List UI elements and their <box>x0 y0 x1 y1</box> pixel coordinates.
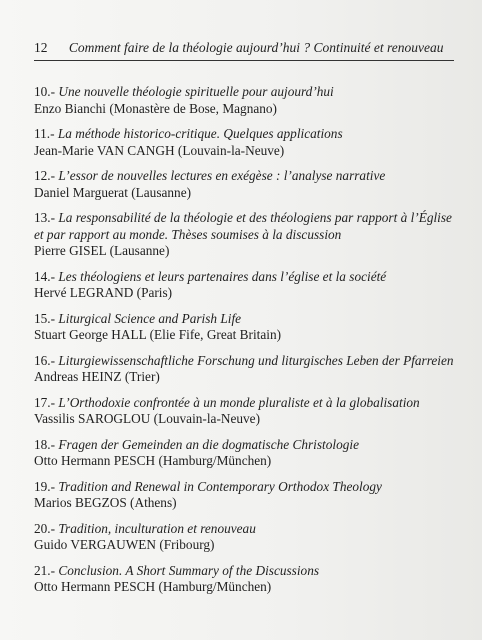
entry-title: Tradition, inculturation et renouveau <box>58 520 256 536</box>
entry-author: Andreas HEINZ (Trier) <box>34 369 160 384</box>
entry-author: Hervé LEGRAND (Paris) <box>34 285 173 300</box>
page-header <box>34 40 456 56</box>
entry-author: Otto Hermann PESCH (Hamburg/München) <box>34 579 272 594</box>
entry-author: Marios BEGZOS (Athens) <box>34 495 177 510</box>
contents-entry <box>34 126 454 159</box>
entry-title: Une nouvelle théologie spirituelle pour aujourd’hui <box>58 84 334 99</box>
entry-author: Stuart George HALL (Elie Fife, Great Britain) <box>34 327 282 342</box>
contents-entry <box>34 311 454 344</box>
entry-title: Conclusion. A Short Summary of the Discussions <box>58 562 320 578</box>
entry-number: 10.- <box>34 84 59 99</box>
entry-title: La responsabilité de la théologie et des théologiens par rapport à l’Église et par rapport au monde. Thèses soumises à la discussion <box>34 210 452 242</box>
page-number: 12 <box>34 40 48 55</box>
entry-number: 13.- <box>34 210 59 225</box>
entry-title: Fragen der Gemeinden an die dogmatische Christologie <box>58 436 359 452</box>
entry-author: Enzo Bianchi (Monastère de Bose, Magnano) <box>34 100 277 116</box>
entry-title: Tradition and Renewal in Contemporary Orthodox Theology <box>58 478 382 494</box>
entry-title: L’essor de nouvelles lectures en exégèse : l’analyse narrative <box>58 168 386 183</box>
entry-author: Daniel Marguerat (Lausanne) <box>34 184 192 200</box>
contents-entry <box>34 563 454 596</box>
entry-number: 20.- <box>34 520 59 536</box>
contents-entry <box>34 168 454 201</box>
entry-number: 15.- <box>34 310 59 326</box>
entry-author: Otto Hermann PESCH (Hamburg/München) <box>34 453 272 468</box>
entry-number: 14.- <box>34 268 59 284</box>
contents-entry <box>34 395 454 428</box>
contents-entry <box>34 210 454 260</box>
entry-number: 16.- <box>34 352 59 368</box>
entry-title: L’Orthodoxie confrontée à un monde pluraliste et à la globalisation <box>58 394 420 410</box>
entry-number: 19.- <box>34 478 59 494</box>
entry-author: Vassilis SAROGLOU (Louvain-la-Neuve) <box>34 411 261 426</box>
contents-entry <box>34 353 454 386</box>
entry-number: 18.- <box>34 436 59 452</box>
contents-entry <box>34 479 454 512</box>
entry-title: Les théologiens et leurs partenaires dans l’église et la société <box>58 268 387 284</box>
entry-title: Liturgiewissenschaftliche Forschung und liturgisches Leben der Pfarreien <box>58 352 454 368</box>
entry-number: 17.- <box>34 394 59 410</box>
entry-number: 11.- <box>34 126 58 141</box>
contents-list <box>34 84 454 605</box>
contents-entry <box>34 84 454 117</box>
entry-title: Liturgical Science and Parish Life <box>58 310 242 326</box>
entry-title: La méthode historico-critique. Quelques applications <box>57 126 343 141</box>
contents-entry <box>34 269 454 302</box>
entry-author: Guido VERGAUWEN (Fribourg) <box>34 537 215 552</box>
entry-author: Pierre GISEL (Lausanne) <box>34 243 170 258</box>
header-rule <box>34 60 454 61</box>
contents-entry <box>34 521 454 554</box>
entry-number: 12.- <box>34 168 59 183</box>
entry-number: 21.- <box>34 562 59 578</box>
entry-author: Jean-Marie VAN CANGH (Louvain-la-Neuve) <box>34 142 285 158</box>
contents-entry <box>34 437 454 470</box>
running-title: Comment faire de la théologie aujourd’hui ? Continuité et renouveau <box>68 40 444 55</box>
